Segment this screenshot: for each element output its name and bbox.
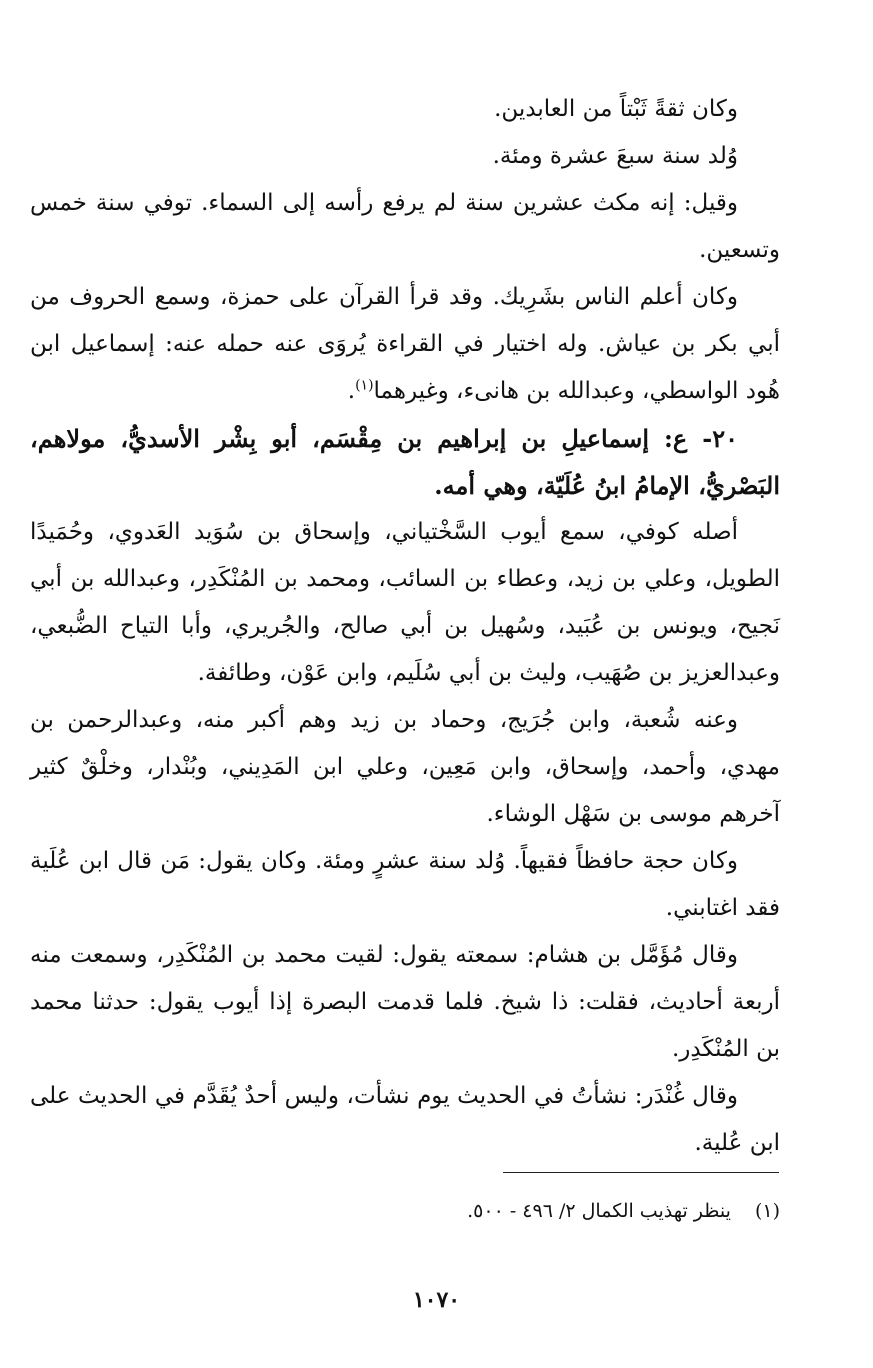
paragraph-6: وعنه شُعبة، وابن جُرَيج، وحماد بن زيد وهم أكبر منه، وعبدالرحمن بن مهدي، وأحمد، وإسحاق، وابن مَعِين، وعلي ابن المَدِيني، وبُنْدار، وخلْقٌ كثير آخرهم موسى بن سَهْل الوشاء. [30, 707, 780, 827]
footnote-number: (١) [754, 1200, 780, 1222]
paragraph-2: وُلد سنة سبعَ عشرة ومئة. [492, 143, 738, 169]
paragraph-4: وكان أعلم الناس بشَرِيك. وقد قرأ القرآن على حمزة، وسمع الحروف من أبي بكر بن عياش. وله اختيار في القراءة يُروَى عنه حمله عنه: إسماعيل ابن هُود الواسطي، وعبدالله بن هانىء، وغيرهما$^{(١)}$. [30, 284, 780, 404]
footnote-reference[interactable]: (١) [355, 377, 374, 394]
footnote [30, 1196, 780, 1226]
paragraph-8: وقال مُؤَمَّل بن هشام: سمعته يقول: لقيت محمد بن المُنْكَدِر، وسمعت منه أربعة أحاديث، فقلت: ذا شيخ. فلما قدمت البصرة إذا أيوب يقول: حدثنا محمد بن المُنْكَدِر. [30, 942, 780, 1062]
footnote-text: ينظر تهذيب الكمال ٢/ ٤٩٦ - ٥٠٠. [467, 1200, 731, 1222]
paragraph-1: وكان ثقةً ثَبْتاً من العابدين. [494, 96, 738, 122]
paragraph-7: وكان حجة حافظاً فقيهاً. وُلد سنة عشرٍ ومئة. وكان يقول: مَن قال ابن عُلَية فقد اغتابني. [30, 848, 780, 921]
page-number: ١٠٧٠ [412, 1287, 461, 1313]
paragraph-9: وقال غُنْدَر: نشأتُ في الحديث يوم نشأت، وليس أحدٌ يُقَدَّم في الحديث على ابن عُلية. [30, 1083, 780, 1156]
paragraph-5: أصله كوفي، سمع أيوب السَّخْتياني، وإسحاق بن سُوَيد العَدوي، وحُمَيدًا الطويل، وعلي بن زيد، وعطاء بن السائب، ومحمد بن المُنْكَدِر، وعبدالله بن أبي نَجيح، ويونس بن عُبَيد، وسُهيل بن أبي صالح، والجُريري، وأبا التياح الضُّبعي، وعبدالعزيز بن صُهَيب، وليث بن أبي سُلَيم، وابن عَوْن، وطائفة. [30, 519, 780, 686]
main-text [30, 86, 780, 1167]
paragraph-3: وقيل: إنه مكث عشرين سنة لم يرفع رأسه إلى السماء. توفي سنة خمس وتسعين. [30, 190, 780, 263]
footnote-divider [503, 1172, 779, 1173]
entry-heading: ٢٠- ع: إسماعيلِ بن إبراهيم بن مِقْسَم، أبو بِشْر الأسديُّ، مولاهم، البَصْريُّ، الإمامُ ابنُ عُلَيّة، وهي أمه. [30, 424, 780, 500]
paragraph-4-text: وكان أعلم الناس بشَرِيك. وقد قرأ القرآن على حمزة، وسمع الحروف من أبي بكر بن عياش. وله اختيار في القراءة يُروَى عنه حمله عنه: إسماعيل ابن هُود الواسطي، وعبدالله بن هانىء، وغيرهما [30, 284, 780, 404]
